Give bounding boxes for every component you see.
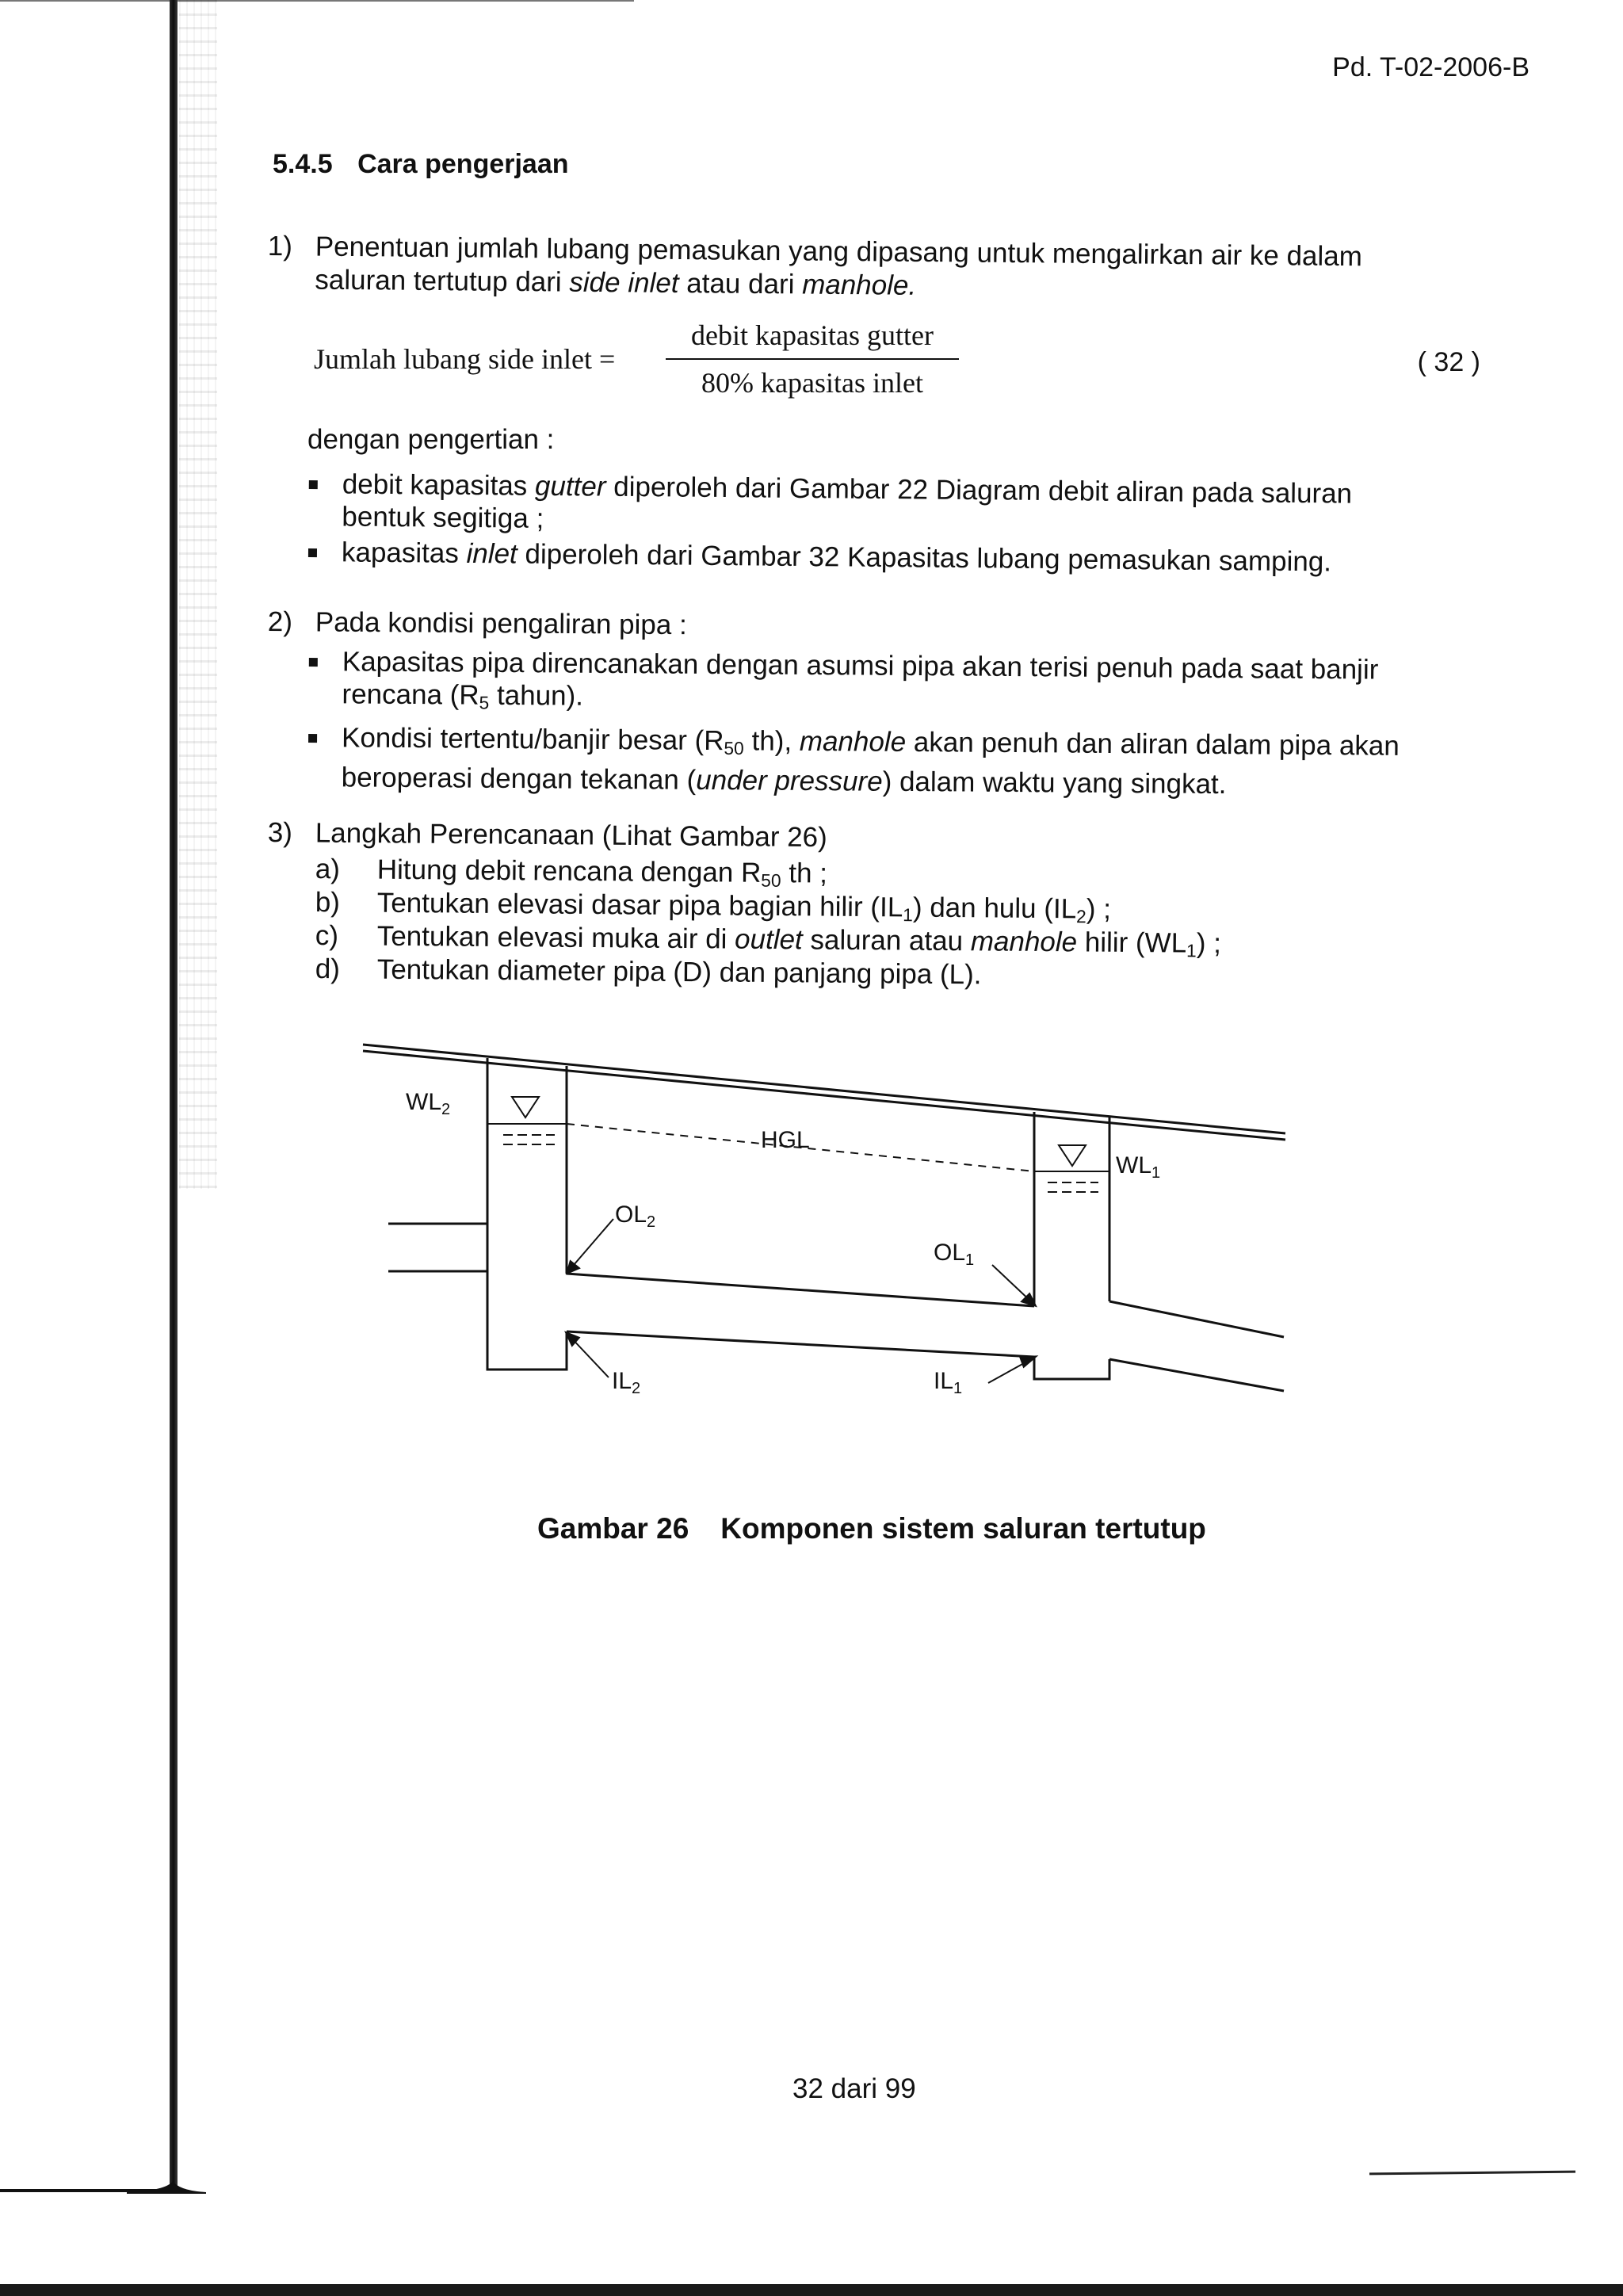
binding-spine-shadow: [170, 0, 178, 2194]
item-1-text-part: saluran tertutup dari: [315, 264, 570, 298]
text-part: Kapasitas pipa direncanakan dengan asumsi pipa akan terisi penuh pada saat banjir: [342, 646, 1379, 686]
binding-speckle: [179, 0, 217, 1189]
item-1-line-1: Penentuan jumlah lubang pemasukan yang dipasang untuk mengalirkan air ke dalam: [315, 231, 1363, 273]
label-ol2: $OL_2$: [615, 1201, 656, 1231]
ol2-arrowhead: [567, 1262, 579, 1273]
text-part: akan penuh dan aliran dalam pipa akan: [905, 726, 1400, 762]
step-letter: d): [315, 953, 341, 985]
downstream-water-level-icon: [1059, 1145, 1086, 1166]
subscript: 2: [1075, 906, 1086, 927]
item-1: [267, 230, 1488, 301]
item-2-title: Pada kondisi pengaliran pipa :: [315, 606, 687, 641]
formula-lhs: Jumlah lubang side inlet =: [314, 343, 616, 375]
label-il1: $IL_1$: [934, 1368, 963, 1397]
text-part: Tentukan elevasi muka air di: [376, 920, 735, 955]
outflow-pipe-top: [1109, 1301, 1284, 1337]
item-1-text-part: atau dari: [678, 267, 803, 300]
step-letter: b): [315, 887, 341, 919]
term-outlet: outlet: [734, 923, 803, 956]
item-1-text: [315, 231, 1362, 308]
formula-32: [314, 319, 1503, 414]
section-heading: [273, 149, 569, 180]
text-part: rencana (R: [342, 678, 479, 711]
section-number: 5.4.5: [273, 149, 333, 179]
text-part: tahun).: [489, 679, 584, 712]
definitions-intro: dengan pengertian :: [307, 424, 555, 455]
term-gutter: gutter: [534, 470, 606, 502]
text-part: debit kapasitas: [342, 468, 536, 502]
step-b: [315, 886, 1425, 927]
step-text: [377, 953, 982, 992]
label-il2: $IL_2$: [612, 1368, 641, 1397]
term-under-pressure: under pressure: [696, 765, 883, 798]
text-part: bentuk segitiga ;: [342, 501, 544, 534]
subscript: 1: [1186, 940, 1197, 961]
text-part: kapasitas: [341, 537, 467, 569]
section-title: Cara pengerjaan: [357, 149, 569, 179]
formula-fraction: [666, 319, 959, 399]
item-2: [267, 606, 1520, 641]
text-part: saluran atau: [802, 924, 972, 957]
formula-numerator: debit kapasitas gutter: [691, 319, 934, 351]
label-ol1: $OL_1$: [934, 1240, 975, 1269]
subscript: 50: [761, 869, 781, 891]
downstream-manhole-floor: [1034, 1357, 1109, 1379]
caption-text: Komponen sistem saluran tertutup: [720, 1512, 1206, 1545]
item-2-number: 2): [267, 606, 293, 638]
step-a: [315, 853, 1425, 891]
scan-bottom-edge: [0, 2284, 1623, 2296]
item-3-number: 3): [267, 817, 293, 849]
text-part: ) ;: [1086, 893, 1112, 925]
scan-bottom-left-mark: [0, 2189, 174, 2192]
document-id: Pd. T-02-2006-B: [1332, 52, 1529, 82]
text-part: diperoleh dari Gambar 22 Diagram debit aliran pada saluran: [605, 471, 1353, 510]
text-part: beroperasi dengan tekanan (: [341, 762, 697, 797]
subscript: 50: [724, 737, 744, 758]
ol2-leader: [569, 1219, 613, 1270]
text-part: th),: [743, 725, 800, 757]
pipe-condition-bullet-2: [305, 721, 1526, 804]
closed-drainage-diagram: [357, 1030, 1308, 1411]
page-number: 32 dari 99: [792, 2073, 916, 2104]
formula-denominator: 80% kapasitas inlet: [701, 367, 923, 399]
text-part: hilir (WL: [1076, 926, 1187, 959]
label-wl2: $WL_2$: [406, 1089, 451, 1118]
ground-line-lower: [363, 1051, 1285, 1140]
figure-caption: [537, 1512, 1206, 1545]
text-part: Tentukan diameter pipa (D) dan panjang pipa (L).: [376, 953, 982, 991]
label-wl1: $WL_1$: [1116, 1152, 1161, 1182]
definitions-list: [305, 468, 1503, 583]
scan-top-edge: [0, 0, 634, 2]
upstream-manhole-left-wall: [487, 1058, 567, 1370]
main-pipe-bottom: [567, 1331, 1034, 1357]
term-manhole: manhole: [970, 926, 1078, 958]
definition-bullet-1: [305, 468, 1503, 544]
upstream-water-dashes: [503, 1135, 555, 1144]
text-part: th ;: [781, 858, 828, 889]
ground-line-upper: [363, 1045, 1285, 1133]
text-part: ) dan hulu (IL: [912, 892, 1077, 925]
fraction-bar: [666, 358, 959, 360]
downstream-water-dashes: [1048, 1182, 1098, 1192]
text-part: Hitung debit rencana dengan R: [376, 854, 762, 888]
text-part: Kondisi tertentu/banjir besar (R: [341, 722, 724, 756]
main-pipe-top: [567, 1274, 1034, 1306]
equation-number: ( 32 ): [1417, 347, 1480, 377]
upstream-water-level-icon: [512, 1097, 539, 1117]
text-part: ) dalam waktu yang singkat.: [882, 766, 1227, 800]
pipe-conditions-list: [304, 645, 1526, 806]
item-3-title: Langkah Perencanaan (Lihat Gambar 26): [315, 817, 827, 854]
text-part: diperoleh dari Gambar 32 Kapasitas lubang pemasukan samping.: [517, 538, 1332, 578]
step-letter: a): [315, 854, 341, 885]
item-1-side-inlet: side inlet: [569, 266, 679, 299]
term-inlet: inlet: [466, 537, 517, 570]
text-part: Tentukan elevasi dasar pipa bagian hilir (IL: [376, 887, 903, 923]
item-3: [267, 816, 1377, 854]
subscript: 1: [903, 904, 913, 926]
pipe-condition-bullet-1: [305, 645, 1526, 728]
step-letter: c): [315, 920, 339, 952]
label-hgl: HGL: [761, 1127, 810, 1153]
subscript: 5: [479, 692, 490, 713]
text-part: ) ;: [1196, 927, 1222, 959]
item-1-manhole: manhole.: [801, 269, 917, 301]
caption-number: Gambar 26: [537, 1512, 689, 1545]
item-1-number: 1): [267, 230, 293, 262]
outflow-pipe-bottom: [1109, 1359, 1284, 1391]
term-manhole: manhole: [799, 725, 907, 758]
scan-bottom-right-mark: [1369, 2171, 1575, 2176]
il1-arrowhead: [1021, 1357, 1035, 1366]
